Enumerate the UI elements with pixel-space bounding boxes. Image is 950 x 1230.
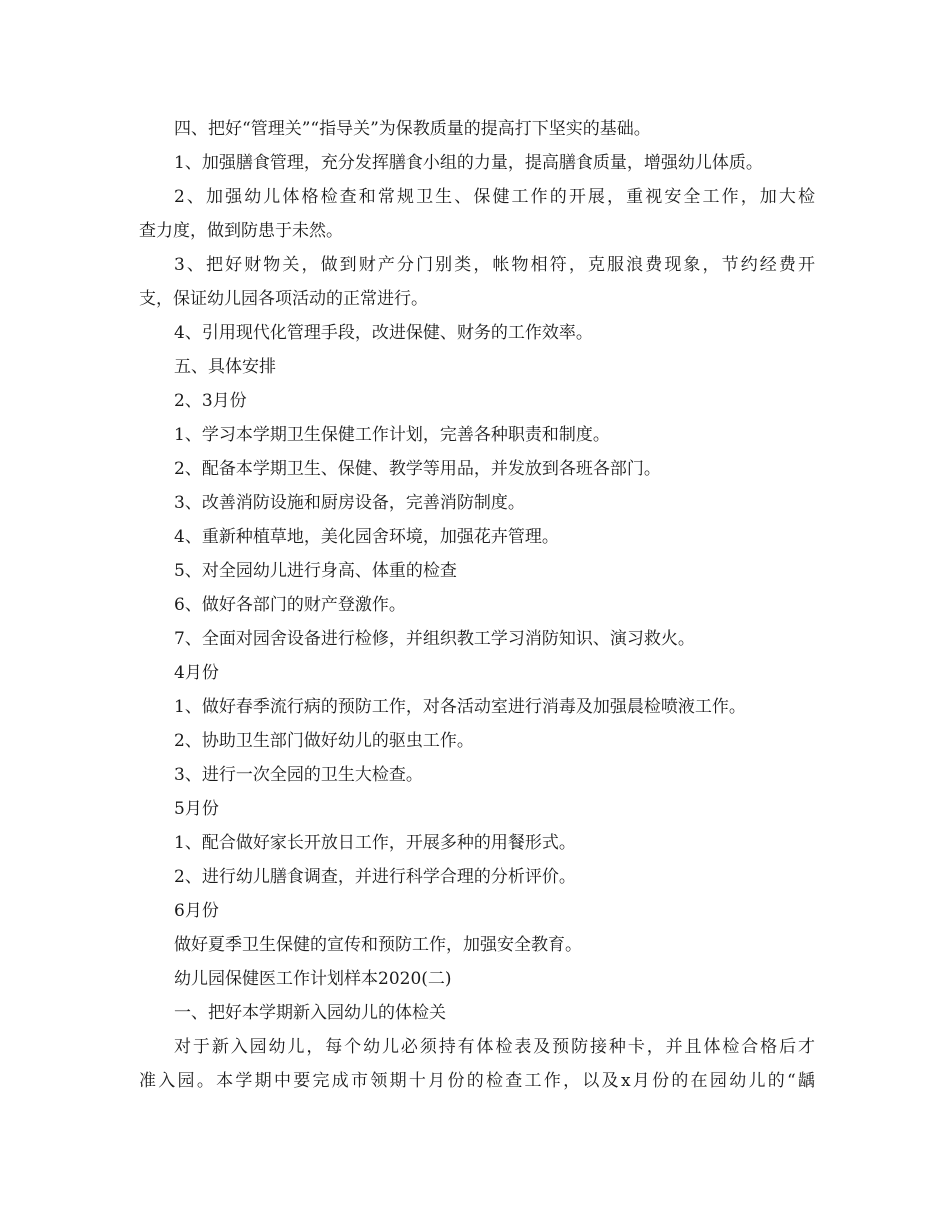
paragraph-line: 查力度，做到防患于未然。 xyxy=(139,221,343,241)
list-item: 2、配备本学期卫生、保健、教学等用品，并发放到各班各部门。 xyxy=(174,459,661,479)
section-heading: 四、把好“管理关”“指导关”为保教质量的提高打下坚实的基础。 xyxy=(174,119,651,139)
list-item: 3、改善消防设施和厨房设备，完善消防制度。 xyxy=(174,493,525,513)
list-item: 2、进行幼儿膳食调查，并进行科学合理的分析评价。 xyxy=(174,867,576,887)
document-body xyxy=(139,112,815,1098)
list-item: 6、做好各部门的财产登激作。 xyxy=(174,595,406,615)
list-item: 1、配合做好家长开放日工作，开展多种的用餐形式。 xyxy=(174,833,576,853)
paragraph-line: 准入园。本学期中要完成市领期十月份的检查工作，以及x月份的在园幼儿的“龋 xyxy=(139,1071,815,1091)
paragraph-line: 对于新入园幼儿，每个幼儿必须持有体检表及预防接种卡，并且体检合格后才 xyxy=(174,1037,815,1057)
paragraph-line: 3、把好财物关，做到财产分门别类，帐物相符，克服浪费现象，节约经费开 xyxy=(174,255,815,275)
list-item: 3、进行一次全园的卫生大检查。 xyxy=(174,765,423,785)
paragraph-line: 2、加强幼儿体格检查和常规卫生、保健工作的开展，重视安全工作，加大检 xyxy=(174,187,815,207)
list-item: 2、协助卫生部门做好幼儿的驱虫工作。 xyxy=(174,731,474,751)
paragraph-line: 1、加强膳食管理，充分发挥膳食小组的力量，提高膳食质量，增强幼儿体质。 xyxy=(174,153,763,173)
month-heading: 2、3月份 xyxy=(174,391,247,411)
list-item: 1、做好春季流行病的预防工作，对各活动室进行消毒及加强晨检喷液工作。 xyxy=(174,697,746,717)
month-heading: 6月份 xyxy=(174,901,219,921)
month-heading: 4月份 xyxy=(174,663,219,683)
month-heading: 5月份 xyxy=(174,799,219,819)
section-heading: 五、具体安排 xyxy=(174,357,276,377)
paragraph-line: 4、引用现代化管理手段，改进保健、财务的工作效率。 xyxy=(174,323,593,343)
list-item: 7、全面对园舍设备进行检修，并组织教工学习消防知识、演习救火。 xyxy=(174,629,695,649)
paragraph-line: 支，保证幼儿园各项活动的正常进行。 xyxy=(139,289,428,309)
list-item: 1、学习本学期卫生保健工作计划，完善各种职责和制度。 xyxy=(174,425,610,445)
list-item: 4、重新种植草地，美化园舍环境，加强花卉管理。 xyxy=(174,527,559,547)
section-heading: 一、把好本学期新入园幼儿的体检关 xyxy=(174,1003,446,1023)
paragraph-line: 做好夏季卫生保健的宣传和预防工作，加强安全教育。 xyxy=(174,935,582,955)
list-item: 5、对全园幼儿进行身高、体重的检查 xyxy=(174,561,457,581)
document-title: 幼儿园保健医工作计划样本2020(二) xyxy=(174,969,452,989)
